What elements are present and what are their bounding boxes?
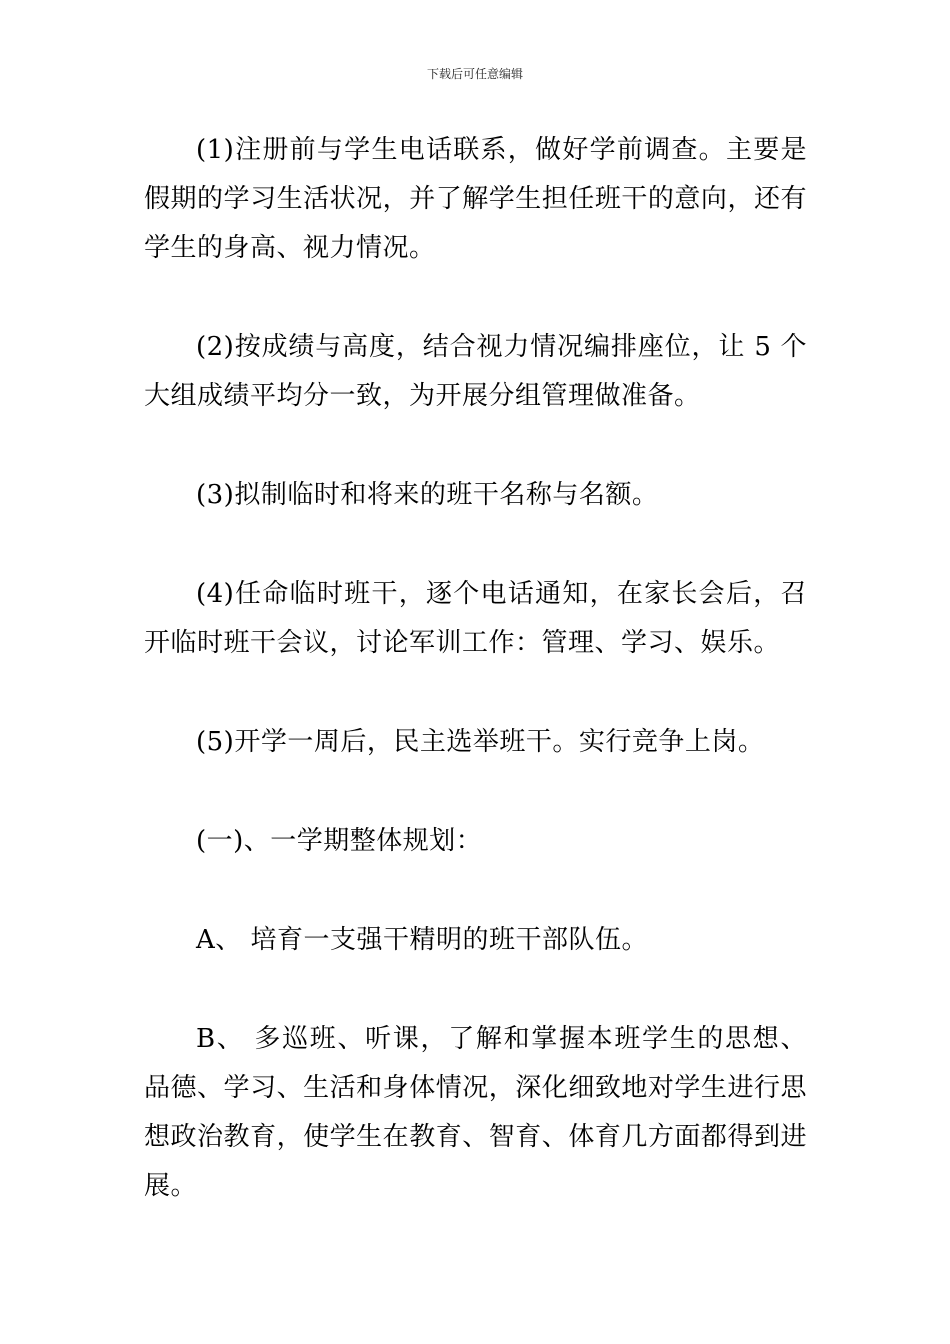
paragraph-5: (5)开学一周后，民主选举班干。实行竞争上岗。 — [196, 727, 765, 757]
paragraph-gap — [144, 767, 807, 817]
paragraph-gap — [144, 421, 807, 471]
paragraph-gap — [144, 520, 807, 570]
paragraph-a: A、 培育一支强干精明的班干部队伍。 — [196, 925, 649, 955]
paragraph-2: (2)按成绩与高度，结合视力情况编排座位，让 5 个大组成绩平均分一致，为开展分组管理做准备。 — [144, 332, 807, 411]
paragraph-gap — [144, 866, 807, 916]
document-body — [144, 126, 807, 1211]
paragraph-4: (4)任命临时班干，逐个电话通知，在家长会后，召开临时班干会议，讨论军训工作：管理、学习、娱乐。 — [144, 579, 807, 658]
paragraph-1: (1)注册前与学生电话联系，做好学前调查。主要是假期的学习生活状况，并了解学生担任班干的意向，还有学生的身高、视力情况。 — [144, 135, 807, 263]
paragraph-3: (3)拟制临时和将来的班干名称与名额。 — [196, 480, 659, 510]
page-header: 下载后可任意编辑 — [426, 67, 523, 81]
section-heading: (一)、一学期整体规划： — [196, 826, 483, 856]
paragraph-gap — [144, 965, 807, 1015]
paragraph-gap — [144, 273, 807, 323]
paragraph-gap — [144, 668, 807, 718]
paragraph-b: B、 多巡班、听课，了解和掌握本班学生的思想、品德、学习、生活和身体情况，深化细致地对学生进行思想政治教育，使学生在教育、智育、体育几方面都得到进展。 — [144, 1024, 807, 1201]
